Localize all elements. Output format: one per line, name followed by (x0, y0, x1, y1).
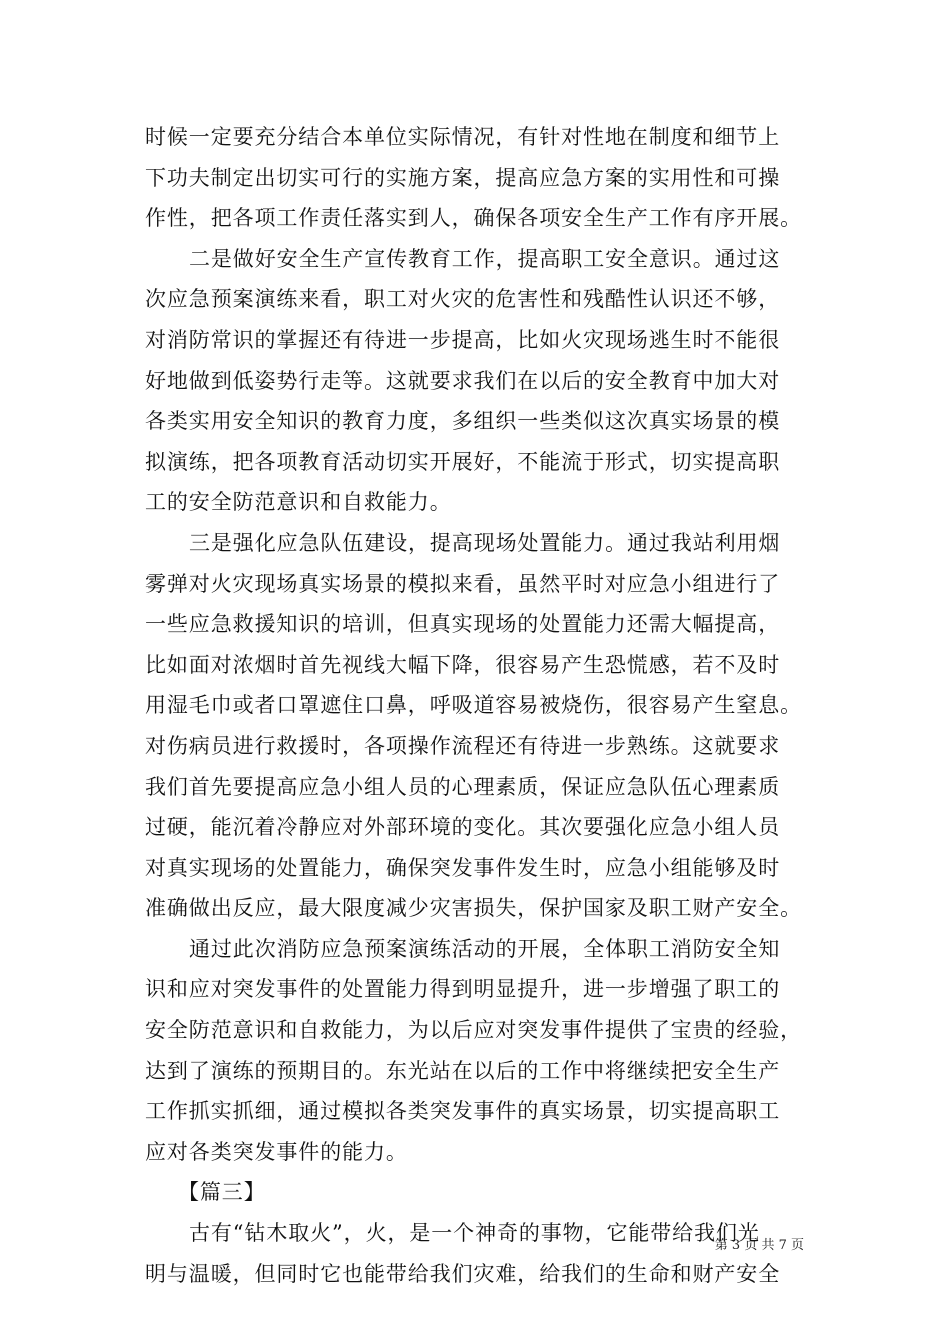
text-line: 过硬，能沉着冷静应对外部环境的变化。其次要强化应急小组人员 (145, 815, 781, 840)
text-line: 达到了演练的预期目的。东光站在以后的工作中将继续把安全生产 (145, 1058, 781, 1083)
text-line: 雾弹对火灾现场真实场景的模拟来看，虽然平时对应急小组进行了 (145, 571, 781, 596)
text-line: 对伤病员进行救援时，各项操作流程还有待进一步熟练。这就要求 (145, 733, 781, 758)
text-line: 安全防范意识和自救能力，为以后应对突发事件提供了宝贵的经验， (145, 1018, 802, 1043)
text-line: 次应急预案演练来看，职工对火灾的危害性和残酷性认识还不够， (145, 287, 781, 312)
text-line: 对真实现场的处置能力，确保突发事件发生时，应急小组能够及时 (145, 855, 781, 880)
text-line: 各类实用安全知识的教育力度，多组织一些类似这次真实场景的模 (145, 409, 781, 434)
text-line: 工作抓实抓细，通过模拟各类突发事件的真实场景，切实提高职工 (145, 1099, 781, 1124)
text-line: 拟演练，把各项教育活动切实开展好，不能流于形式，切实提高职 (145, 449, 781, 474)
text-line: 时候一定要充分结合本单位实际情况，有针对性地在制度和细节上 (145, 125, 781, 149)
text-line: 工的安全防范意识和自救能力。 (145, 490, 452, 515)
paragraph-start-line: 二是做好安全生产宣传教育工作，提高职工安全意识。通过这 (189, 246, 781, 271)
text-line: 我们首先要提高应急小组人员的心理素质，保证应急队伍心理素质 (145, 774, 781, 799)
text-line: 明与温暖，但同时它也能带给我们灾难，给我们的生命和财产安全 (145, 1261, 781, 1286)
text-line: 应对各类突发事件的能力。 (145, 1139, 408, 1164)
text-line: 对消防常识的掌握还有待进一步提高，比如火灾现场逃生时不能很 (145, 327, 781, 352)
paragraph-start-line: 古有“钻木取火”，火，是一个神奇的事物，它能带给我们光 (189, 1221, 760, 1246)
text-line: 下功夫制定出切实可行的实施方案，提高应急方案的实用性和可操 (145, 165, 781, 190)
section-heading: 【篇三】 (178, 1180, 266, 1205)
text-line: 作性，把各项工作责任落实到人，确保各项安全生产工作有序开展。 (145, 206, 802, 231)
page-number: 第 3 页 共 7 页 (714, 1238, 804, 1253)
text-line: 好地做到低姿势行走等。这就要求我们在以后的安全教育中加大对 (145, 368, 781, 393)
document-body (145, 117, 825, 1294)
paragraph-start-line: 通过此次消防应急预案演练活动的开展，全体职工消防安全知 (189, 936, 781, 961)
paragraph-start-line: 三是强化应急队伍建设，提高现场处置能力。通过我站利用烟 (189, 530, 781, 555)
text-line: 识和应对突发事件的处置能力得到明显提升，进一步增强了职工的 (145, 977, 781, 1002)
text-line: 比如面对浓烟时首先视线大幅下降，很容易产生恐慌感，若不及时 (145, 652, 781, 677)
text-line: 一些应急救援知识的培训，但真实现场的处置能力还需大幅提高， (145, 612, 781, 637)
text-line: 准确做出反应，最大限度减少灾害损失，保护国家及职工财产安全。 (145, 896, 802, 921)
text-line: 用湿毛巾或者口罩遮住口鼻，呼吸道容易被烧伤，很容易产生窒息。 (145, 693, 802, 718)
